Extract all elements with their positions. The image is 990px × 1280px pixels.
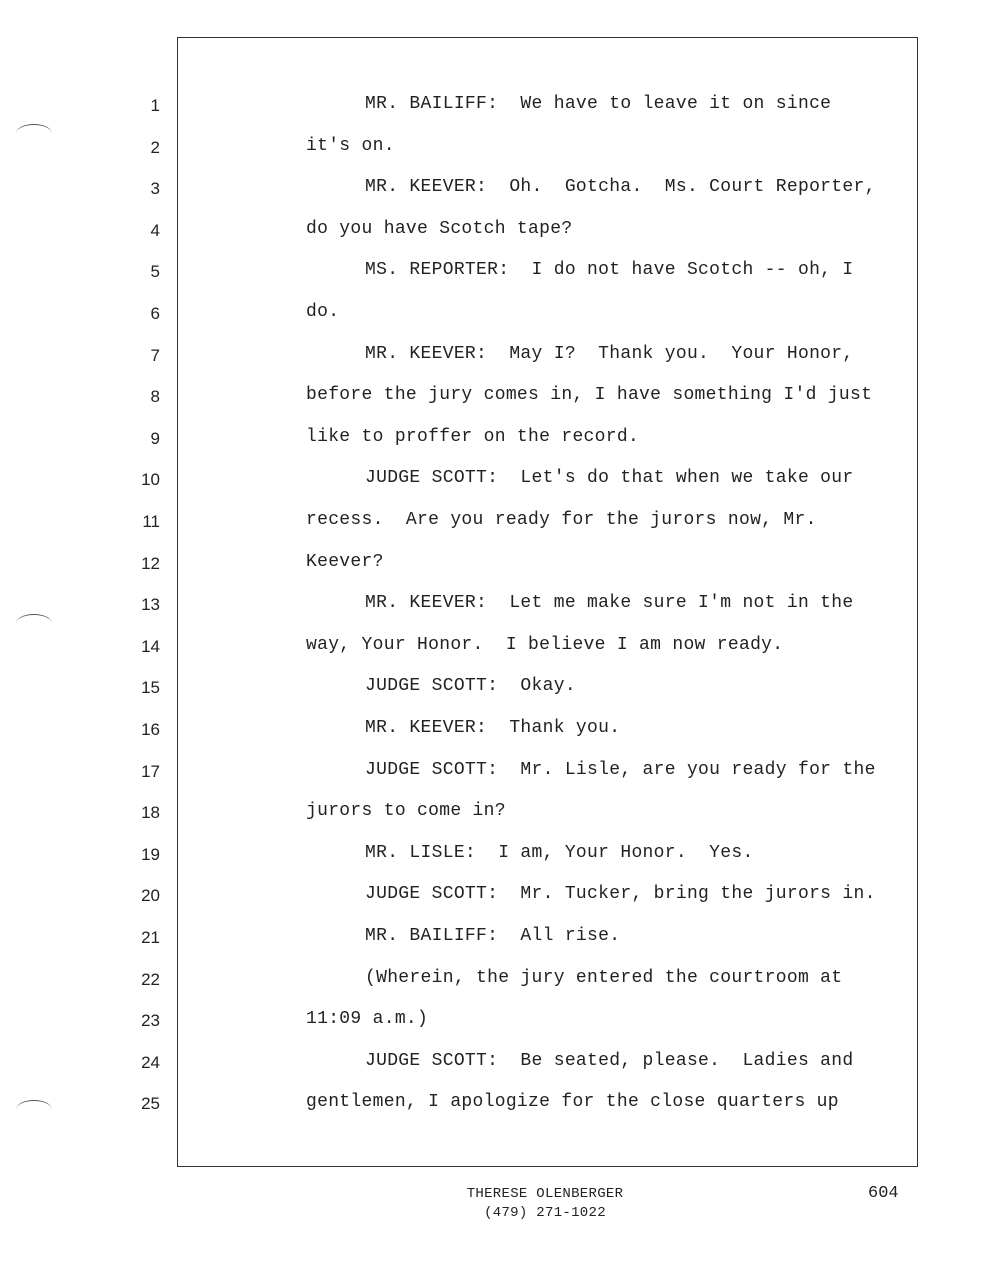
line-number: 6 xyxy=(150,304,160,323)
transcript-line: MR. BAILIFF: All rise. xyxy=(365,926,621,946)
line-number: 9 xyxy=(150,429,160,448)
reporter-name: THERESE OLENBERGER xyxy=(466,1186,624,1202)
line-number: 11 xyxy=(142,512,160,531)
line-number: 25 xyxy=(141,1094,160,1113)
line-number: 20 xyxy=(141,886,160,905)
transcript-line: MR. KEEVER: Oh. Gotcha. Ms. Court Reporter, xyxy=(365,177,876,197)
transcript-line: JUDGE SCOTT: Mr. Tucker, bring the jurors in. xyxy=(365,884,876,904)
transcript-line: MR. BAILIFF: We have to leave it on since xyxy=(365,94,832,114)
line-number: 13 xyxy=(141,595,160,614)
punch-hole-bottom xyxy=(16,1100,52,1119)
punch-hole-middle xyxy=(16,614,52,633)
line-number: 22 xyxy=(141,970,160,989)
line-number: 23 xyxy=(141,1011,160,1030)
transcript-line: MR. KEEVER: May I? Thank you. Your Honor, xyxy=(365,344,854,364)
line-number: 18 xyxy=(141,803,160,822)
transcript-line: MR. LISLE: I am, Your Honor. Yes. xyxy=(365,843,754,863)
transcript-line: gentlemen, I apologize for the close quarters up xyxy=(306,1092,839,1112)
transcript-line: way, Your Honor. I believe I am now ready. xyxy=(306,635,784,655)
transcript-line: MR. KEEVER: Thank you. xyxy=(365,718,621,738)
line-number: 8 xyxy=(150,387,160,406)
line-number: 2 xyxy=(150,138,160,157)
transcript-line: Keever? xyxy=(306,552,384,572)
line-number: 21 xyxy=(141,928,160,947)
transcript-line: it's on. xyxy=(306,136,395,156)
line-number: 16 xyxy=(141,720,160,739)
page-number: 604 xyxy=(868,1184,899,1203)
transcript-line: do. xyxy=(306,302,340,322)
transcript-line: do you have Scotch tape? xyxy=(306,219,573,239)
line-number: 10 xyxy=(141,470,160,489)
line-number: 4 xyxy=(150,221,160,240)
transcript-line: (Wherein, the jury entered the courtroom at xyxy=(365,968,843,988)
transcript-line: JUDGE SCOTT: Let's do that when we take our xyxy=(365,468,854,488)
line-number: 14 xyxy=(141,637,160,656)
line-number: 17 xyxy=(141,762,160,781)
line-number: 7 xyxy=(150,346,160,365)
transcript-line: JUDGE SCOTT: Mr. Lisle, are you ready for the xyxy=(365,760,876,780)
line-number: 1 xyxy=(150,96,160,115)
transcript-line: recess. Are you ready for the jurors now, Mr. xyxy=(306,510,817,530)
reporter-phone: (479) 271-1022 xyxy=(484,1205,606,1221)
transcript-line: before the jury comes in, I have something I'd just xyxy=(306,385,873,405)
line-number: 15 xyxy=(141,678,160,697)
transcript-line: JUDGE SCOTT: Okay. xyxy=(365,676,576,696)
line-number: 5 xyxy=(150,262,160,281)
transcript-line: MR. KEEVER: Let me make sure I'm not in the xyxy=(365,593,854,613)
transcript-line: like to proffer on the record. xyxy=(306,427,640,447)
line-number: 19 xyxy=(141,845,160,864)
transcript-line: JUDGE SCOTT: Be seated, please. Ladies and xyxy=(365,1051,854,1071)
line-number: 24 xyxy=(141,1053,160,1072)
punch-hole-top xyxy=(16,124,52,143)
line-number: 3 xyxy=(150,179,160,198)
line-number: 12 xyxy=(141,554,160,573)
transcript-line: jurors to come in? xyxy=(306,801,506,821)
transcript-line: MS. REPORTER: I do not have Scotch -- oh, I xyxy=(365,260,854,280)
transcript-line: 11:09 a.m.) xyxy=(306,1009,429,1029)
